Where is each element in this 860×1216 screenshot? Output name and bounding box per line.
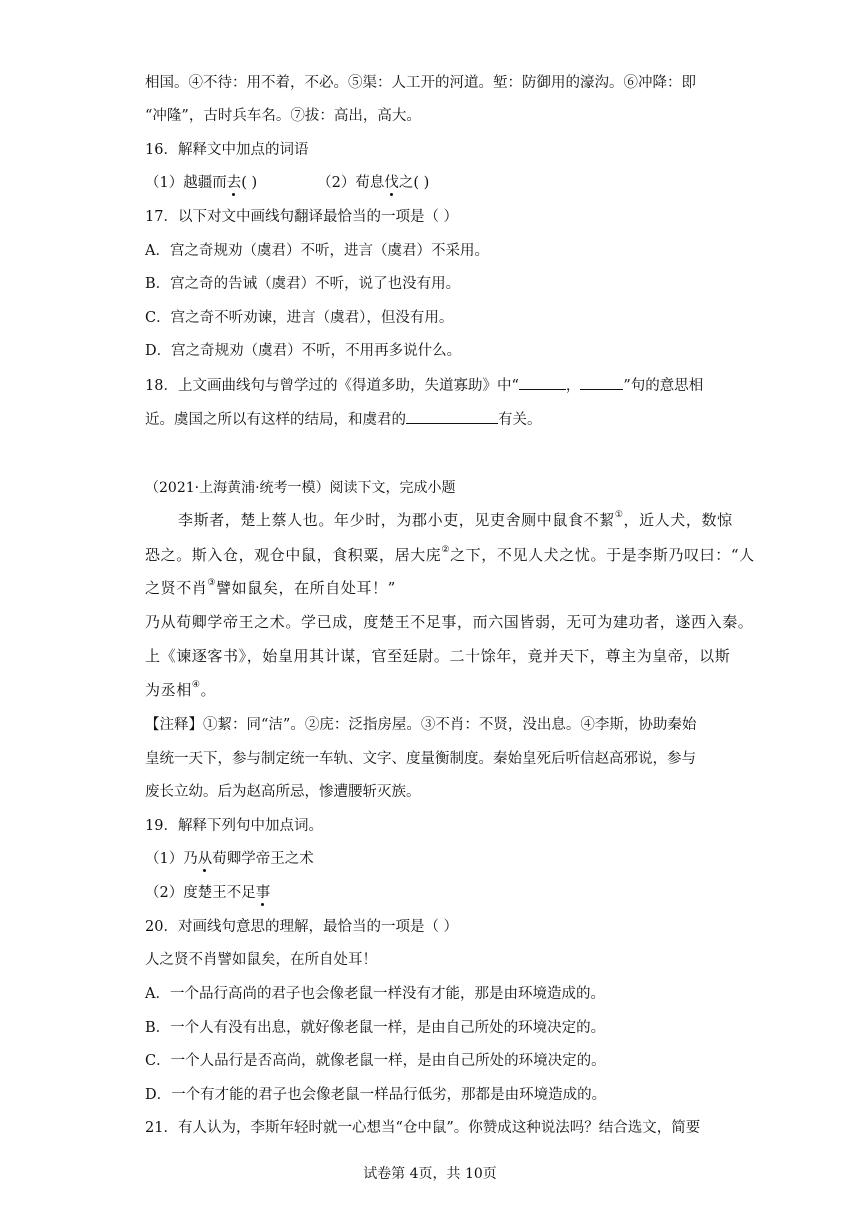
question-stem: 17．以下对文中画线句翻译最恰当的一项是（ ） (145, 209, 459, 225)
note-line: “冲隆”，古时兵车名。⑦拔：高出，高大。 (145, 108, 421, 124)
answer-blank[interactable] (519, 375, 566, 390)
option-d[interactable]: D．宫之奇规劝（虞君）不听，不用再多说什么。 (145, 343, 462, 359)
footnote-marker: ④ (191, 680, 201, 690)
passage-source: （2021·上海黄浦·统考一模）阅读下文，完成小题 (145, 480, 456, 496)
option-d[interactable]: D．一个有才能的君子也会像老鼠一样品行低劣，那都是由环境造成的。 (145, 1087, 607, 1103)
question-items: （1）越疆而去( ) （2）荀息伐之( ) (145, 175, 430, 191)
option-a[interactable]: A．宫之奇规劝（虞君）不听，进言（虞君）不采用。 (145, 243, 489, 259)
passage-line: 乃从荀卿学帝王之术。学已成，度楚王不足事，而六国皆弱，无可为建功者，遂西入秦。 (145, 613, 754, 631)
question-stem: 16．解释文中加点的词语 (145, 142, 309, 158)
answer-blank[interactable]: ( ) (241, 175, 258, 191)
passage-line: 为丞相④。 (145, 680, 217, 699)
annotation-line: 皇统一天下，参与制定统一车轨、文字、度量衡制度。秦始皇死后听信赵高邪说，参与 (145, 751, 696, 767)
passage-line: 恐之。斯入仓，观仓中鼠，食积粟，居大庑②之下，不见人犬之忧。于是李斯乃叹曰：“人 (145, 545, 755, 564)
answer-blank[interactable] (406, 409, 498, 424)
question-stem: 20．对画线句意思的理解，最恰当的一项是（ ） (145, 919, 459, 935)
option-a[interactable]: A．一个品行高尚的君子也会像老鼠一样没有才能，那是由环境造成的。 (145, 986, 605, 1002)
question-stem: 18．上文画曲线句与曾学过的《得道多助，失道寡助》中“ ， ”句的意思相 (145, 375, 703, 396)
answer-blank[interactable] (580, 375, 623, 390)
dotted-word: 事 (255, 885, 271, 901)
dotted-word: 从 (197, 851, 213, 867)
answer-blank[interactable]: ( ) (413, 175, 430, 191)
dotted-word: 去 (226, 175, 242, 191)
passage-line: 李斯者，楚上蔡人也。年少时，为郡小吏，见吏舍厕中鼠食不絜①，近人犬，数惊 (178, 510, 733, 529)
passage-line: 上《谏逐客书》，始皇用其计谋，官至廷尉。二十馀年，竟并天下，尊主为皇帝，以斯 (145, 647, 731, 665)
option-b[interactable]: B．宫之奇的告诫（虞君）不听，说了也没有用。 (145, 276, 461, 292)
question-stem: 21．有人认为，李斯年轻时就一心想当“仓中鼠”。你赞成这种说法吗？结合选文，简要 (145, 1120, 701, 1136)
quoted-sentence: 人之贤不肖譬如鼠矣，在所自处耳！ (145, 952, 377, 968)
note-line: 相国。④不待：用不着，不必。⑤渠：人工开的河道。堑：防御用的濠沟。⑥冲降：即 (145, 75, 696, 91)
option-b[interactable]: B．一个人有没有出息，就好像老鼠一样，是由自己所处的环境决定的。 (145, 1020, 606, 1036)
option-c[interactable]: C．宫之奇不听劝谏，进言（虞君），但没有用。 (145, 310, 454, 326)
annotation-line: 废长立幼。后为赵高所忌，惨遭腰斩灭族。 (145, 784, 421, 800)
question-stem-cont: 近。虞国之所以有这样的结局，和虞君的 有关。 (145, 409, 542, 430)
option-c[interactable]: C．一个人品行是否高尚，就像老鼠一样，是由自己所处的环境决定的。 (145, 1053, 606, 1069)
passage-line: 之贤不肖③譬如鼠矣，在所自处耳！” (145, 578, 396, 597)
question-item: （1）乃从荀卿学帝王之术 (145, 851, 314, 867)
page-footer: 试卷第 4页，共 10页 (363, 1166, 497, 1182)
annotation-line: 【注释】①絜：同“洁”。②庑：泛指房屋。③不肖：不贤，没出息。④李斯，协助秦始 (145, 717, 697, 733)
footnote-marker: ② (441, 545, 451, 555)
question-stem: 19．解释下列句中加点词。 (145, 818, 323, 834)
footnote-marker: ③ (207, 578, 217, 588)
footnote-marker: ① (614, 510, 624, 520)
question-item: （2）度楚王不足事 (145, 885, 271, 901)
dotted-word: 伐 (384, 175, 399, 191)
